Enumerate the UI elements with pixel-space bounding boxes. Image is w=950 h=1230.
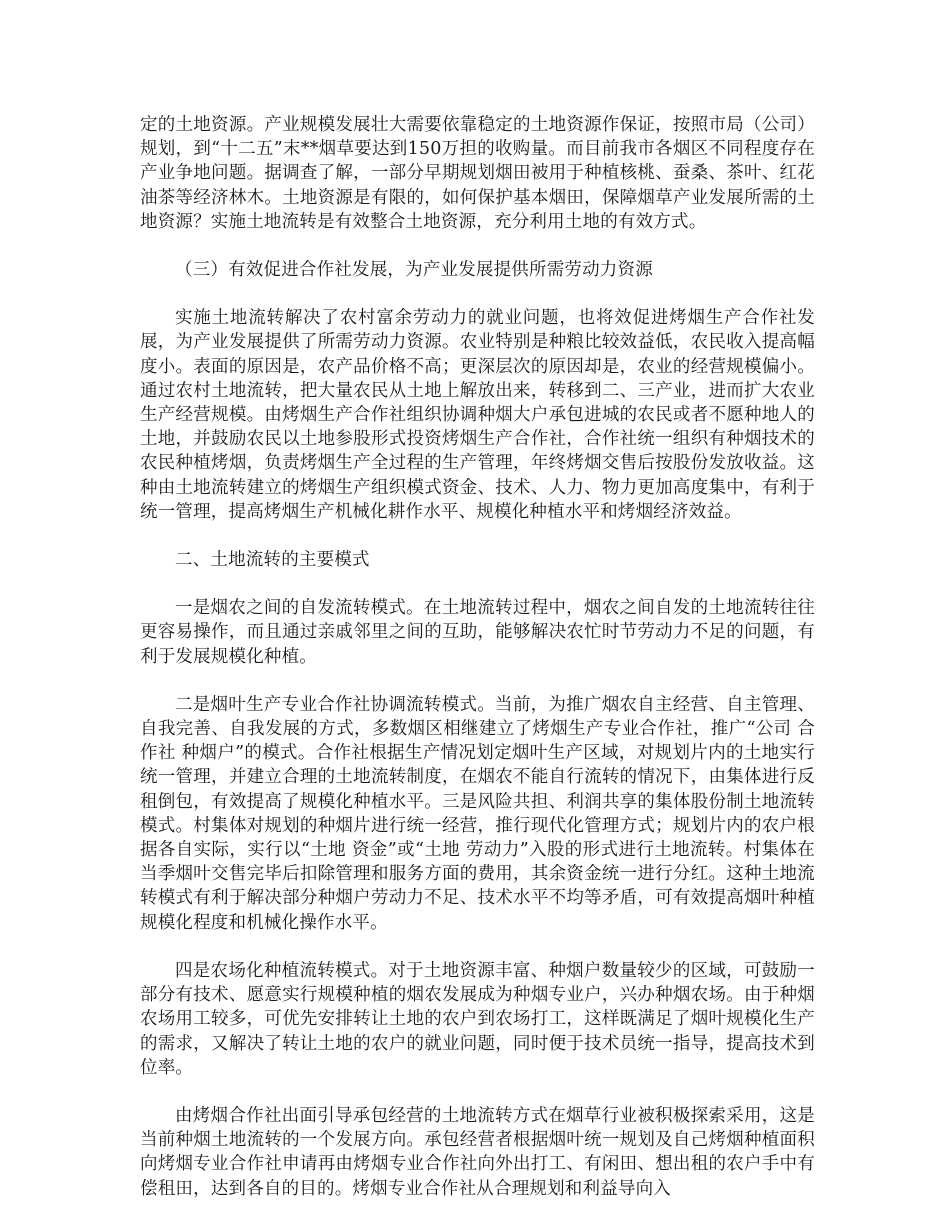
paragraph-contract-operation: 由烤烟合作社出面引导承包经营的土地流转方式在烟草行业被积极探索采用，这是当前种烟土地流转的一个发展方向。承包经营者根据烟叶统一规划及自己烤烟种植面积向烤烟专业合作社申请再由烤烟专业合作社向外出打工、有闲田、想出租的农户手中有偿租田，达到各自的目的。烤烟专业合作社从合理规划和利益导向入 bbox=[140, 1105, 815, 1199]
paragraph-mode-one: 一是烟农之间的自发流转模式。在土地流转过程中，烟农之间自发的土地流转往往更容易操作，而且通过亲戚邻里之间的互助，能够解决农忙时节劳动力不足的问题，有利于发展规模化种植。 bbox=[140, 598, 815, 667]
section-heading-cooperative: （三）有效促进合作社发展，为产业发展提供所需劳动力资源 bbox=[175, 260, 653, 281]
paragraph-mode-two-three: 二是烟叶生产专业合作社协调流转模式。当前，为推广烟农自主经营、自主管理、自我完善、自我发展的方式，多数烟区相继建立了烤烟生产专业合作社，推广“公司 合作社 种烟户”的模式。合作社根据生产情况划定烟叶生产区域，对规划片内的土地实行统一管理，并建立合理的土地流转制度，在烟农不能自行流转的情况下，由集体进行反租倒包，有效提高了规模化种植水平。三是风险共担、利润共享的集体股份制土地流转模式。村集体对规划的种烟片进行统一经营，推行现代化管理方式；规划片内的农户根据各自实际，实行以“土地 资金”或“土地 劳动力”入股的形式进行土地流转。村集体在当季烟叶交售完毕后扣除管理和服务方面的费用，其余资金统一进行分红。这种土地流转模式有利于解决部分种烟户劳动力不足、技术水平不均等矛盾，可有效提高烟叶种植规模化程度和机械化操作水平。 bbox=[140, 694, 815, 933]
paragraph-cooperative-development: 实施土地流转解决了农村富余劳动力的就业问题，也将效促进烤烟生产合作社发展，为产业发展提供了所需劳动力资源。农业特别是种粮比较效益低，农民收入提高幅度小。表面的原因是，农产品价格不高；更深层次的原因却是，农业的经营规模偏小。通过农村土地流转，把大量农民从土地上解放出来，转移到二、三产业，进而扩大农业生产经营规模。由烤烟生产合作社组织协调种烟大户承包进城的农民或者不愿种地人的土地，并鼓励农民以土地参股形式投资烤烟生产合作社，合作社统一组织有种烟技术的农民种植烤烟，负责烤烟生产全过程的生产管理，年终烤烟交售后按股份发放收益。这种由土地流转建立的烤烟生产组织模式资金、技术、人力、物力更加高度集中，有利于统一管理，提高烤烟生产机械化耕作水平、规模化种植水平和烤烟经济效益。 bbox=[140, 308, 815, 522]
section-heading-transfer-modes: 二、土地流转的主要模式 bbox=[175, 550, 370, 571]
paragraph-mode-four: 四是农场化种植流转模式。对于土地资源丰富、种烟户数量较少的区域，可鼓励一部分有技术、愿意实行规模种植的烟农发展成为种烟专业户，兴办种烟农场。由于种烟农场用工较多，可优先安排转让土地的农户到农场打工，这样既满足了烟叶规模化生产的需求，又解决了转让土地的农户的就业问题，同时便于技术员统一指导，提高技术到位率。 bbox=[140, 960, 815, 1078]
paragraph-land-resources: 定的土地资源。产业规模发展壮大需要依靠稳定的土地资源作保证，按照市局（公司）规划，到“十二五”末**烟草要达到150万担的收购量。而目前我市各烟区不同程度存在产业争地问题。据调查了解，一部分早期规划烟田被用于种植核桃、蚕桑、茶叶、红花油茶等经济林木。土地资源是有限的，如何保护基本烟田，保障烟草产业发展所需的土地资源？实施土地流转是有效整合土地资源，充分利用土地的有效方式。 bbox=[140, 115, 815, 232]
document-body bbox=[140, 113, 815, 1225]
